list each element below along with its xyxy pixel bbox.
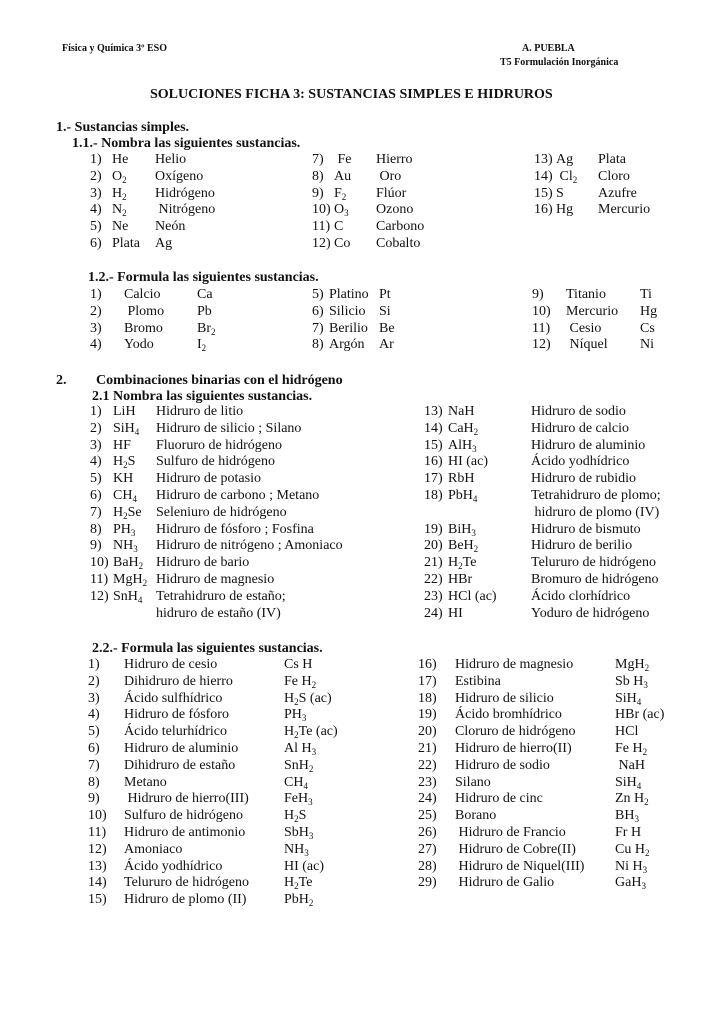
item-name: Hidruro de berilio	[531, 538, 633, 554]
item-num: 15)	[88, 892, 107, 908]
item-num: 18)	[424, 488, 443, 503]
item-num: 5)	[90, 219, 102, 235]
item-formula: BeH$_2$	[448, 538, 479, 555]
item-num: 9)	[312, 185, 324, 201]
list-item	[0, 537, 724, 554]
item-name: Nitrógeno	[155, 202, 216, 218]
item-num: 11)	[88, 825, 107, 840]
list-item	[0, 790, 724, 807]
item-num: 6)	[90, 488, 102, 503]
item-name: Calcio	[124, 287, 161, 302]
item-num: 4)	[90, 337, 102, 353]
item-name: Hidruro de bario	[156, 555, 250, 571]
item-name: Telururo de hidrógeno	[531, 555, 656, 571]
item-formula: $F_2$	[334, 185, 347, 202]
list-item	[0, 336, 724, 353]
item-formula: $CH_4$	[113, 488, 137, 504]
item-formula: Ne	[112, 219, 129, 235]
item-formula: Ni	[640, 337, 654, 353]
item-num: 14)	[88, 875, 107, 891]
item-num: 15)	[424, 437, 443, 453]
list-item	[0, 201, 724, 218]
item-num: 19)	[424, 521, 443, 537]
item-formula: RbH	[448, 471, 475, 487]
item-formula: $PH_3$	[113, 521, 136, 538]
list-item	[0, 605, 724, 622]
item-num: 6)	[312, 303, 324, 319]
list-item	[0, 185, 724, 202]
item-name: Hidruro de nitrógeno ; Amoniaco	[156, 538, 343, 554]
item-name: Mercurio	[598, 202, 651, 218]
item-num: 7)	[90, 504, 102, 520]
list-item	[0, 740, 724, 757]
item-name: Yodo	[124, 337, 154, 353]
item-formula: Sb $H_3$	[615, 673, 648, 690]
item-formula: HCl	[615, 724, 639, 740]
item-formula: FeH$_3$	[284, 791, 313, 808]
item-formula: C	[334, 219, 344, 235]
item-formula: Ti	[640, 287, 652, 302]
item-name: Ácido bromhídrico	[455, 707, 562, 723]
item-formula: Cu $H_2$	[615, 841, 650, 858]
item-formula: AlH$_3$	[448, 437, 477, 454]
item-num: 6)	[90, 236, 102, 251]
item-num: 12)	[88, 841, 107, 857]
item-name: Hidruro de aluminio	[124, 741, 239, 756]
item-num: 22)	[418, 757, 437, 773]
item-num: 11)	[532, 320, 551, 336]
item-num: 8)	[312, 168, 324, 184]
item-num: 18)	[418, 690, 437, 706]
item-name: Hidruro de Francio	[455, 825, 566, 840]
item-name: Silano	[455, 774, 491, 790]
item-name: Hidruro de rubidio	[531, 471, 636, 487]
item-formula: Ni $H_3$	[615, 858, 648, 875]
item-formula: Fe $H_2$	[615, 741, 648, 757]
item-name: Sulfuro de hidrógeno	[156, 454, 275, 470]
item-name: Dihidruro de hierro	[124, 673, 233, 689]
list-item	[0, 690, 724, 707]
item-num: 9)	[88, 791, 100, 807]
item-num: 19)	[418, 707, 437, 723]
item-formula: $NH_3$	[284, 841, 309, 858]
item-formula: Al $H_3$	[284, 741, 317, 757]
list-item	[0, 874, 724, 891]
item-num: 9)	[90, 538, 102, 554]
list-item	[0, 841, 724, 858]
item-num: 10)	[90, 555, 109, 571]
item-name: Helio	[155, 152, 187, 167]
item-name: Amoniaco	[124, 841, 183, 857]
item-name: Hidruro de hierro(III)	[124, 791, 249, 807]
item-formula: $H_2S$ (ac)	[284, 690, 332, 707]
item-formula: $O_3$	[334, 202, 349, 219]
item-name: Seleniuro de hidrógeno	[156, 504, 287, 520]
item-name: Hidruro de fósforo	[124, 707, 229, 723]
item-formula: MgH$_2$	[113, 572, 148, 588]
item-name: Azufre	[598, 185, 637, 201]
list-item	[0, 807, 724, 824]
item-num: 20)	[418, 724, 437, 740]
list-item	[0, 673, 724, 690]
item-num: 29)	[418, 875, 437, 891]
item-formula: NaH	[615, 757, 645, 773]
item-num: 12)	[312, 236, 331, 251]
item-num: 10)	[532, 303, 551, 319]
item-num: 13)	[88, 858, 107, 874]
item-formula: BiH$_3$	[448, 521, 476, 538]
item-name: Hidruro de carbono ; Metano	[156, 488, 320, 503]
item-formula: SiH$_4$	[615, 690, 642, 707]
list-item	[0, 521, 724, 538]
section2-2-heading: 2.2.- Formula las siguientes sustancias.	[92, 641, 323, 656]
list-item	[0, 470, 724, 487]
item-num: 26)	[418, 825, 437, 840]
item-num: 1)	[88, 657, 100, 672]
item-formula: PbH$_4$	[448, 488, 478, 504]
item-name: Hidruro de magnesio	[455, 657, 574, 672]
item-name: Hidruro de sodio	[531, 404, 626, 419]
item-name-continued: hidruro de plomo (IV)	[531, 504, 660, 520]
item-formula: $I_2$	[197, 337, 207, 354]
section2-heading: Combinaciones binarias con el hidrógeno	[96, 373, 343, 388]
item-formula: LiH	[113, 404, 136, 419]
item-num: 16)	[418, 657, 437, 672]
item-formula: $Cl_2$	[556, 168, 578, 185]
item-formula: $NH_3$	[113, 538, 138, 555]
item-name: Hidruro de Galio	[455, 875, 555, 891]
item-name: Borano	[455, 808, 497, 824]
item-name: Ácido sulfhídrico	[124, 690, 223, 706]
item-num: 16)	[424, 454, 443, 470]
item-formula: $Br_2$	[197, 320, 216, 337]
item-num: 11)	[312, 219, 331, 235]
item-name: Metano	[124, 774, 167, 790]
list-item	[0, 891, 724, 908]
item-formula: KH	[113, 471, 134, 487]
list-item	[0, 235, 724, 252]
item-num: 2)	[88, 673, 100, 689]
item-name: Hidruro de cinc	[455, 791, 543, 807]
item-name: Telururo de hidrógeno	[124, 875, 249, 891]
item-num: 2)	[90, 168, 102, 184]
item-num: 12)	[532, 337, 551, 353]
item-formula: $H_2S$	[113, 454, 136, 471]
item-formula: Ca	[197, 287, 213, 302]
item-num: 14)	[424, 420, 443, 436]
item-num: 4)	[90, 454, 102, 470]
item-formula: SbH$_3$	[284, 825, 314, 841]
list-item	[0, 706, 724, 723]
item-name: Cobalto	[376, 236, 421, 251]
item-formula: Plata	[112, 236, 140, 251]
item-formula: $H_2Se$	[113, 504, 142, 521]
item-formula: S	[556, 185, 564, 201]
item-num: 14)	[534, 168, 553, 184]
item-formula: Zn $H_2$	[615, 791, 649, 808]
item-name: Dihidruro de estaño	[124, 757, 236, 773]
item-name: Hidruro de magnesio	[156, 572, 275, 587]
item-name: Oxígeno	[155, 168, 204, 184]
item-num: 16)	[534, 202, 553, 218]
item-num: 21)	[418, 741, 437, 756]
item-formula: NaH	[448, 404, 475, 419]
item-name: Carbono	[376, 219, 425, 235]
item-formula: $CH_4$	[284, 774, 308, 791]
header-course: Física y Química 3º ESO	[62, 43, 167, 54]
item-formula: $PH_3$	[284, 707, 307, 724]
item-formula: SiH$_4$	[113, 420, 140, 437]
item-num: 4)	[88, 707, 100, 723]
item-name: Argón	[329, 337, 365, 353]
item-name: Fluoruro de hidrógeno	[156, 437, 282, 453]
item-name: Titanio	[566, 287, 606, 302]
section1-2-heading: 1.2.- Formula las siguientes sustancias.	[88, 270, 319, 285]
item-formula: $O_2$	[112, 168, 127, 185]
item-name: Berilio	[329, 320, 368, 336]
item-num: 8)	[312, 337, 324, 353]
item-formula: $H_2Te$ (ac)	[284, 724, 338, 741]
item-formula: SnH$_2$	[284, 757, 314, 774]
item-name: Bromuro de hidrógeno	[531, 572, 659, 587]
item-num: 27)	[418, 841, 437, 857]
item-formula: Pb	[197, 303, 212, 319]
list-item	[0, 218, 724, 235]
item-name: Yoduro de hidrógeno	[531, 605, 650, 621]
item-name: Plomo	[124, 303, 165, 319]
item-num: 7)	[312, 320, 324, 336]
item-formula: CaH$_2$	[448, 420, 479, 437]
item-name: Hidruro de calcio	[531, 420, 629, 436]
item-num: 1)	[90, 152, 102, 167]
list-item	[0, 757, 724, 774]
item-num: 2)	[90, 420, 102, 436]
item-name: Hidruro de silicio ; Silano	[156, 420, 302, 436]
item-formula: GaH$_3$	[615, 875, 646, 892]
item-name: Neón	[155, 219, 186, 235]
list-item	[0, 453, 724, 470]
item-formula: HI	[448, 605, 463, 621]
item-name: Silicio	[329, 303, 366, 319]
item-formula: $H_2S$	[284, 808, 307, 825]
item-name: Hidruro de bismuto	[531, 521, 641, 537]
item-name: Sulfuro de hidrógeno	[124, 808, 243, 824]
item-formula: He	[112, 152, 129, 167]
item-name: Hidruro de antimonio	[124, 825, 246, 840]
item-name: Níquel	[566, 337, 608, 353]
item-name: Bromo	[124, 320, 163, 336]
list-item	[0, 774, 724, 791]
item-formula: $H_2Te$	[284, 875, 313, 892]
item-formula: Co	[334, 236, 351, 251]
item-num: 12)	[90, 588, 109, 604]
item-num: 8)	[90, 521, 102, 537]
item-num: 9)	[532, 287, 544, 302]
item-num: 10)	[312, 202, 331, 218]
item-num: 17)	[418, 673, 437, 689]
list-item	[0, 320, 724, 337]
item-num: 2)	[90, 303, 102, 319]
item-num: 13)	[424, 404, 443, 419]
item-num: 3)	[88, 690, 100, 706]
item-num: 11)	[90, 572, 109, 587]
item-formula: Si	[379, 303, 391, 319]
item-name: Estibina	[455, 673, 501, 689]
list-item	[0, 420, 724, 437]
item-formula: Au	[334, 168, 352, 184]
item-formula: Fr H	[615, 825, 642, 840]
page-title: SOLUCIONES FICHA 3: SUSTANCIAS SIMPLES E HIDRUROS	[150, 87, 553, 102]
item-name: Hidruro de plomo (II)	[124, 892, 247, 908]
item-name: Hidruro de litio	[156, 404, 244, 419]
item-name: Tetrahidruro de plomo;	[531, 488, 661, 503]
item-formula: Cs	[640, 320, 655, 336]
item-name: Hidruro de potasio	[156, 471, 261, 487]
item-num: 13)	[534, 152, 553, 167]
item-num: 23)	[424, 588, 443, 604]
item-name: Mercurio	[566, 303, 619, 319]
item-num: 7)	[88, 757, 100, 773]
item-formula: Pt	[379, 287, 391, 302]
item-num: 5)	[90, 471, 102, 487]
section2-1-heading: 2.1 Nombra las siguientes sustancias.	[92, 389, 313, 404]
list-item	[0, 151, 724, 168]
item-num: 4)	[90, 202, 102, 218]
item-num: 15)	[534, 185, 553, 201]
item-name: Hidruro de Niquel(III)	[455, 858, 585, 874]
item-name: Hidruro de Cobre(II)	[455, 841, 576, 857]
item-name: Hidruro de hierro(II)	[455, 741, 572, 756]
item-num: 6)	[88, 741, 100, 756]
item-formula: Hg	[640, 303, 658, 319]
item-num: 25)	[418, 808, 437, 824]
item-num: 1)	[90, 404, 102, 419]
item-name: Cloro	[598, 168, 630, 184]
list-item	[0, 723, 724, 740]
list-item	[0, 858, 724, 875]
header-author: A. PUEBLA	[522, 43, 575, 54]
item-name: Ozono	[376, 202, 414, 218]
item-num: 3)	[90, 437, 102, 453]
item-num: 1)	[90, 287, 102, 302]
item-formula: $H_2$	[112, 185, 127, 202]
list-item	[0, 437, 724, 454]
section1-1-heading: 1.1.- Nombra las siguientes sustancias.	[72, 136, 301, 151]
item-name: Ácido yodhídrico	[531, 454, 630, 470]
item-formula: PbH$_2$	[284, 892, 314, 909]
list-item	[0, 824, 724, 841]
item-formula: SiH$_4$	[615, 774, 642, 791]
item-formula: SnH$_4$	[113, 588, 143, 605]
item-formula: HCl (ac)	[448, 588, 497, 604]
item-name: Ácido yodhídrico	[124, 858, 223, 874]
item-formula: Hg	[556, 202, 574, 218]
item-formula: Cs H	[284, 657, 313, 672]
item-name: Ag	[155, 236, 173, 251]
item-formula: HF	[113, 437, 131, 453]
item-formula: HBr (ac)	[615, 707, 665, 723]
item-name: Platino	[329, 287, 369, 302]
item-name: Flúor	[376, 185, 407, 201]
item-formula: HI (ac)	[284, 858, 325, 874]
item-name: Cloruro de hidrógeno	[455, 724, 576, 740]
list-item	[0, 303, 724, 320]
item-name: Hidruro de cesio	[124, 657, 218, 672]
item-num: 5)	[88, 724, 100, 740]
item-num: 8)	[88, 774, 100, 790]
item-name-continued: hidruro de estaño (IV)	[156, 605, 281, 621]
item-formula: HBr	[448, 572, 473, 587]
item-name: Hidrógeno	[155, 185, 215, 201]
item-name: Ácido telurhídrico	[124, 724, 228, 740]
item-num: 24)	[424, 605, 443, 621]
item-name: Hidruro de silicio	[455, 690, 554, 706]
list-item	[0, 554, 724, 571]
item-formula: Fe	[334, 152, 352, 167]
item-num: 7)	[312, 152, 324, 167]
item-num: 10)	[88, 808, 107, 824]
item-num: 17)	[424, 471, 443, 487]
list-item	[0, 588, 724, 605]
item-name: Hidruro de fósforo ; Fosfina	[156, 521, 314, 537]
item-num: 3)	[90, 320, 102, 336]
item-num: 21)	[424, 555, 443, 571]
section1-heading: 1.- Sustancias simples.	[56, 120, 190, 135]
item-num: 24)	[418, 791, 437, 807]
item-name: Hierro	[376, 152, 413, 167]
item-formula: MgH$_2$	[615, 657, 650, 673]
section2-number: 2.	[56, 373, 67, 388]
item-name: Cesio	[566, 320, 602, 336]
list-item	[0, 487, 724, 504]
list-item	[0, 656, 724, 673]
list-item	[0, 571, 724, 588]
list-item	[0, 286, 724, 303]
item-formula: $BH_3$	[615, 808, 639, 825]
item-num: 20)	[424, 538, 443, 554]
item-num: 22)	[424, 572, 443, 587]
item-num: 3)	[90, 185, 102, 201]
list-item	[0, 168, 724, 185]
item-formula: Ar	[379, 337, 394, 353]
item-num: 5)	[312, 287, 324, 302]
item-formula: HI (ac)	[448, 454, 489, 470]
item-formula: BaH$_2$	[113, 555, 144, 572]
item-name: Hidruro de aluminio	[531, 437, 646, 453]
list-item	[0, 403, 724, 420]
item-formula: Fe $H_2$	[284, 673, 317, 690]
item-formula: $H_2Te$	[448, 555, 477, 572]
item-num: 28)	[418, 858, 437, 874]
item-name: Plata	[598, 152, 626, 167]
item-name: Ácido clorhídrico	[531, 588, 631, 604]
item-name: Tetrahidruro de estaño;	[156, 588, 286, 604]
item-name: Hidruro de sodio	[455, 757, 550, 773]
header-topic: T5 Formulación Inorgánica	[500, 57, 619, 68]
item-num: 23)	[418, 774, 437, 790]
item-formula: $N_2$	[112, 202, 127, 219]
item-formula: Be	[379, 320, 395, 336]
item-name: Oro	[376, 168, 402, 184]
item-formula: Ag	[556, 152, 574, 167]
